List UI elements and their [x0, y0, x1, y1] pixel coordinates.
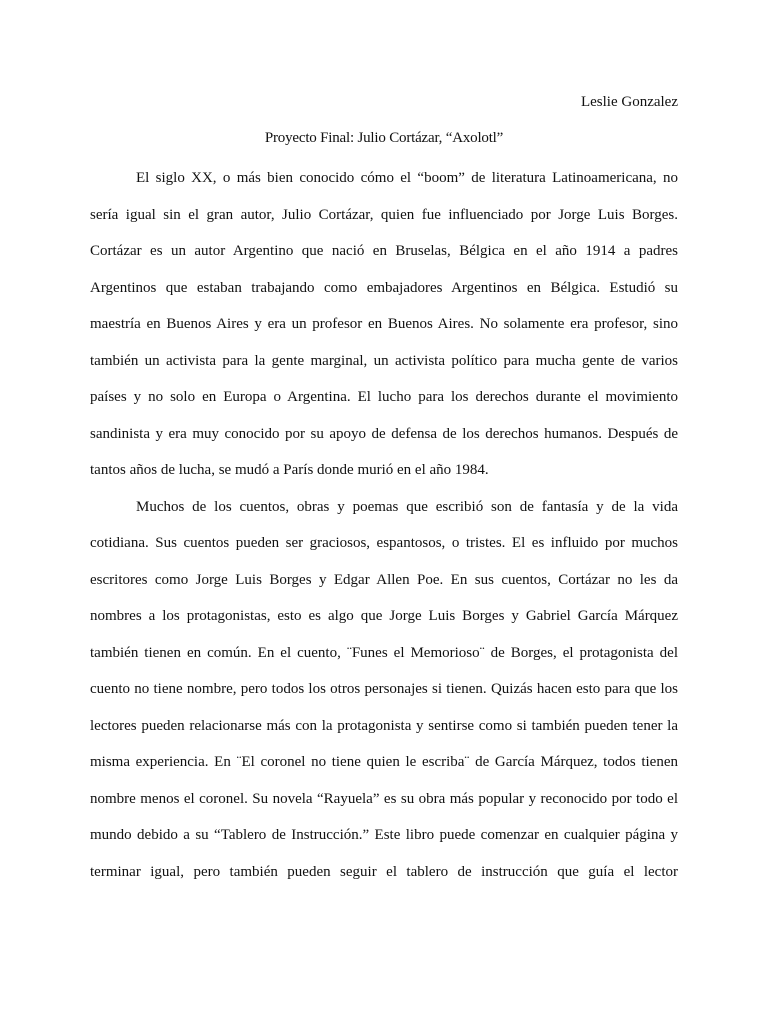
text-line: sería igual sin el gran autor, Julio Cortázar, quien fue influenciado por Jorge Luis Borges.: [90, 206, 678, 223]
text-line: Muchos de los cuentos, obras y poemas que escribió son de fantasía y de la vida: [136, 498, 678, 515]
text-line: también un activista para la gente marginal, un activista político para mucha gente de varios: [90, 352, 678, 369]
author-name: Leslie Gonzalez: [580, 94, 678, 110]
text-line: cotidiana. Sus cuentos pueden ser graciosos, espantosos, o tristes. El es influido por muchos: [90, 535, 678, 551]
text-line: maestría en Buenos Aires y era un profesor en Buenos Aires. No solamente era profesor, sino: [90, 316, 678, 332]
text-line: tantos años de lucha, se mudó a París donde murió en el año 1984.: [90, 462, 489, 478]
text-line: terminar igual, pero también pueden seguir el tablero de instrucción que guía el lector: [90, 863, 678, 880]
paragraph-2: [90, 489, 678, 891]
text-line: países y no solo en Europa o Argentina. El lucho para los derechos durante el movimiento: [90, 389, 678, 405]
text-line: Cortázar es un autor Argentino que nació en Bruselas, Bélgica en el año 1914 a padres: [90, 243, 678, 259]
text-line: nombres a los protagonistas, esto es algo que Jorge Luis Borges y Gabriel García Márquez: [90, 608, 678, 624]
paragraph-1: [90, 160, 678, 489]
text-line: también tienen en común. En el cuento, ¨Funes el Memorioso¨ de Borges, el protagonista del: [90, 644, 678, 661]
text-line: cuento no tiene nombre, pero todos los otros personajes si tienen. Quizás hacen esto para que los: [90, 681, 678, 697]
text-line: escritores como Jorge Luis Borges y Edgar Allen Poe. En sus cuentos, Cortázar no les da: [90, 571, 678, 588]
text-line: nombre menos el coronel. Su novela “Rayuela” es su obra más popular y reconocido por todo el: [90, 790, 678, 807]
text-line: Argentinos que estaban trabajando como embajadores Argentinos en Bélgica. Estudió su: [90, 279, 678, 296]
text-line: misma experiencia. En ¨El coronel no tiene quien le escriba¨ de García Márquez, todos tienen: [90, 754, 678, 770]
document-title: Proyecto Final: Julio Cortázar, “Axolotl”: [264, 130, 504, 146]
text-line: sandinista y era muy conocido por su apoyo de defensa de los derechos humanos. Después de: [90, 425, 678, 442]
document-body: [90, 160, 678, 890]
text-line: mundo debido a su “Tablero de Instrucción.” Este libro puede comenzar en cualquier página y: [90, 827, 678, 843]
text-line: El siglo XX, o más bien conocido cómo el “boom” de literatura Latinoamericana, no: [136, 170, 678, 186]
text-line: lectores pueden relacionarse más con la protagonista y sentirse como si también pueden tener la: [90, 717, 678, 734]
